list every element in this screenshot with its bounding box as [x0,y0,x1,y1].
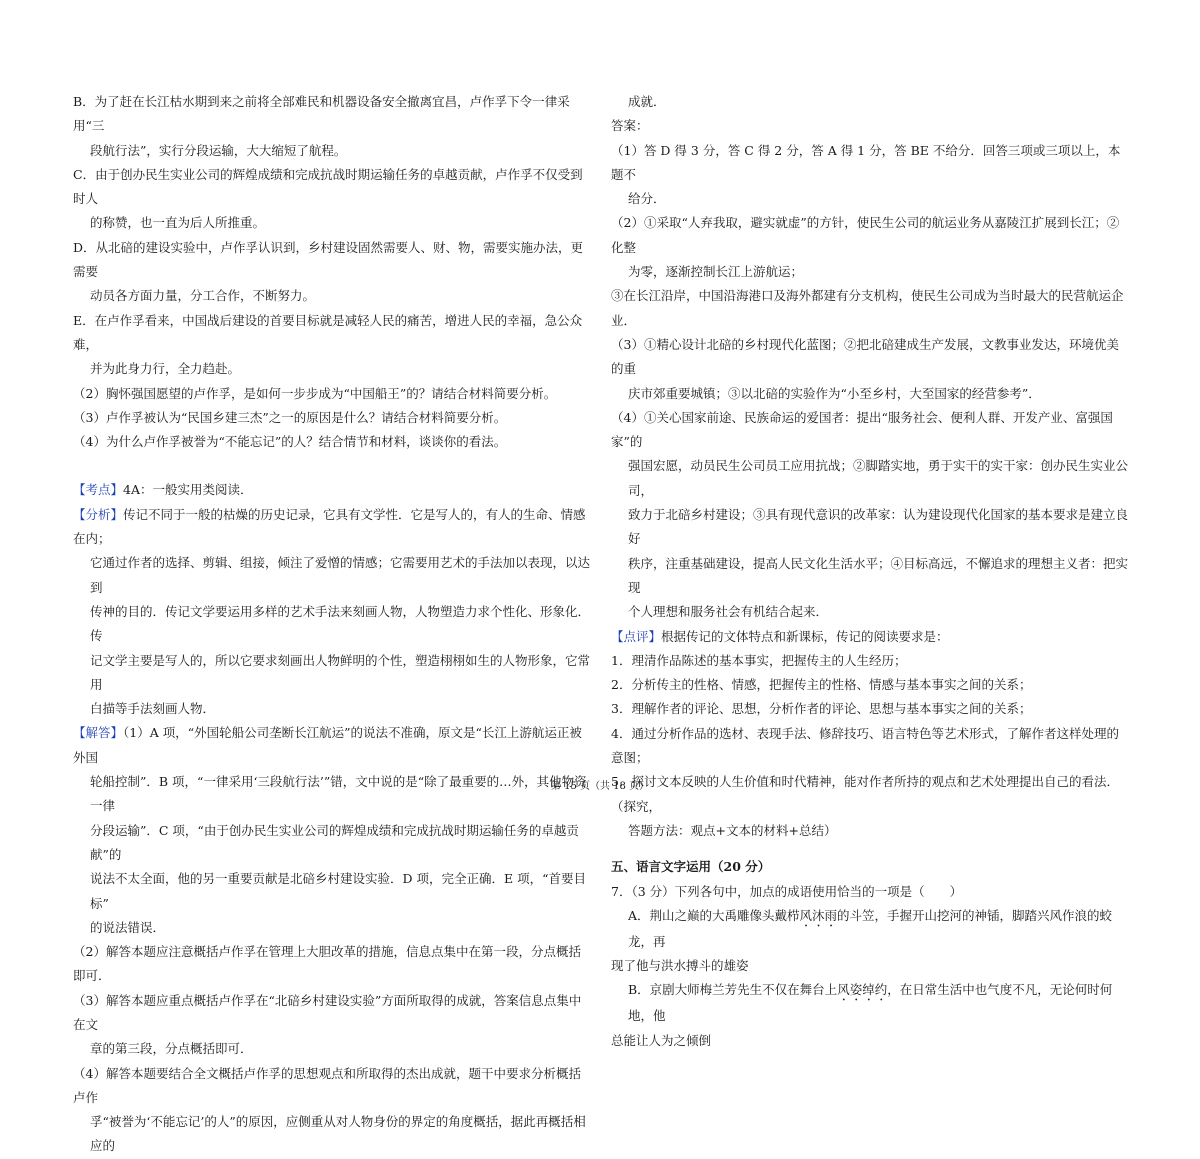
continued-text: 成就． [628,94,666,109]
kaodian-line [73,478,593,502]
answer-3-explanation: （3）解答本题应重点概括卢作孚在“北碚乡村建设实验”方面所取得的成就，答案信息点集中在文 [73,992,582,1032]
option-c-line: 的称赞，也一直为后人所推重。 [90,215,266,231]
fenxi-line: 白描等手法刻画人物． [90,701,216,717]
option-b-line: B．为了赶在长江枯水期到来之前将全部难民和机器设备安全撤离宜昌，卢作孚下令一律采用“三 [73,94,570,134]
list-item: 答题方法：观点+文本的材料+总结） [628,822,837,838]
option-d-line: D．从北碚的建设实验中，卢作孚认识到，乡村建设固然需要人、财、物，需要实施办法，更需要 [73,239,584,280]
answer-3: 庆市郊重要城镇；③以北碚的实验作为“小至乡村，大至国家的经营参考”． [628,385,1041,401]
answer-4: （4）①关心国家前途、民族命运的爱国者：提出“服务社会、便利人群、开发产业、富强国家”的 [611,409,1113,450]
jieda-tag: 【解答】 [73,725,124,741]
answer-4-explanation: （4）解答本题要结合全文概括卢作孚的思想观点和所取得的杰出成就，题干中要求分析概括卢作 [73,1065,581,1105]
list-item: 5．探讨文本反映的人生价值和时代精神，能对作者所持的观点和艺术处理提出自己的看法．（探究， [611,774,1119,814]
answer-2: ③在长江沿岸，中国沿海港口及海外都建有分支机构，使民生公司成为当时最大的民营航运企业． [611,288,1124,328]
option-a: 现了他与洪水搏斗的雄姿 [611,958,749,974]
fenxi-line [73,503,593,552]
list-item: 2．分析传主的性格、情感，把握传主的性格、情感与基本事实之间的关系； [611,677,1032,693]
answer-label: 答案： [611,118,649,134]
option-b-line: 段航行法”，实行分段运输，大大缩短了航程。 [90,142,347,158]
jieda-line: 分段运输”．C 项，“由于创办民生实业公司的辉煌成绩和完成抗战时期运输任务的卓越贡献”的 [90,822,579,862]
right-column [611,90,1129,1053]
dianping-tag: 【点评】 [611,628,662,644]
answer-4: 秩序，注重基础建设，提高人民文化生活水平；④目标高远，不懈追求的理想主义者：把实现 [628,555,1129,595]
option-e-line: E．在卢作孚看来，中国战后建设的首要目标就是减轻人民的痛苦，增进人民的幸福，急公众难， [73,312,583,352]
list-item: 3．理解作者的评论、思想，分析作者的评论、思想与基本事实之间的关系； [611,701,1032,717]
dianping-line [611,625,1129,649]
jieda-text: （1）A 项，“外国轮船公司垄断长江航运”的说法不准确，原文是“长江上游航运正被外国 [73,725,582,765]
section-heading: 五、语言文字运用（20 分） [611,859,771,875]
kaodian-text: 4A：一般实用类阅读． [123,482,253,498]
fenxi-line: 它通过作者的选择、剪辑、组接，倾注了爱憎的情感；它需要用艺术的手法加以表现，以达到 [90,555,591,595]
option-d-line: 动员各方面力量，分工合作，不断努力。 [90,288,316,304]
option-b-text: B．京剧大师梅兰芳先生不仅在舞台上 [628,982,838,998]
answer-1: （1）答 D 得 3 分，答 C 得 2 分，答 A 得 1 分，答 BE 不给分．回答三项或三项以上，本题不 [611,142,1121,182]
answer-3: （3）①精心设计北碚的乡村现代化蓝图；②把北碚建成生产发展，文教事业发达，环境优美的重 [611,336,1119,377]
answer-4: 致力于北碚乡村建设；③具有现代意识的改革家：认为建设现代化国家的基本要求是建立良好 [628,507,1129,547]
jieda-line: 说法不太全面，他的另一重要贡献是北碚乡村建设实验．D 项，完全正确．E 项，“首要目标” [90,871,586,911]
dianping-text: 根据传记的文体特点和新课标，传记的阅读要求是： [661,628,949,644]
jieda-line [73,721,593,770]
list-item: 4．通过分析作品的选材、表现手法、修辞技巧、语言特色等艺术形式，了解作者这样处理的意图； [611,725,1119,766]
option-c-line: C．由于创办民生实业公司的辉煌成绩和完成抗战时期运输任务的卓越贡献，卢作孚不仅受到时人 [73,166,583,207]
fenxi-line: 记文学主要是写人的，所以它要求刻画出人物鲜明的个性，塑造栩栩如生的人物形象，它常用 [90,652,591,692]
answer-2-explanation: （2）解答本题应注意概括卢作孚在管理上大胆改革的措施，信息点集中在第一段，分点概括即可． [73,944,581,984]
spacer [73,454,593,478]
question-7: 7．（3 分）下列各句中，加点的成语使用恰当的一项是（ ） [611,883,963,899]
option-b-text: ，在日常生活中也气度不凡，无论何时何地，他 [628,982,1113,1024]
option-a-text: 的斗笠，手握开山挖河的神锸，脚踏兴风作浪的蛟龙，再 [628,907,1113,949]
page-footer: 第 15 页（共 18 页） [550,781,650,792]
question-4: （4）为什么卢作孚被誉为“不能忘记”的人？结合情节和材料，谈谈你的看法。 [73,434,507,450]
option-a [611,904,1129,954]
dotted-idiom: 风姿绰约 [837,982,888,998]
fenxi-tag: 【分析】 [73,506,124,522]
list-item: 1．理清作品陈述的基本事实，把握传主的人生经历； [611,652,907,668]
answer-4: 个人理想和服务社会有机结合起来． [628,604,829,620]
jieda-line: 轮船控制”．B 项，“一律采用‘三段航行法’”错，文中说的是“除了最重要的…外，其他物资一律 [90,774,587,814]
left-column [73,90,593,1159]
answer-3-explanation: 章的第三段，分点概括即可． [90,1041,253,1057]
option-b [611,978,1129,1028]
question-2: （2）胸怀强国愿望的卢作孚，是如何一步步成为“中国船王”的？请结合材料简要分析。 [73,385,557,401]
jieda-line: 的说法错误． [90,919,166,935]
answer-2: 为零，逐渐控制长江上游航运； [628,264,804,280]
answer-1: 给分． [628,191,666,207]
fenxi-line: 传神的目的．传记文学要运用多样的艺术手法来刻画人物，人物塑造力求个性化、形象化．传 [90,603,591,644]
spacer [611,843,1129,855]
answer-4: 强国宏愿，动员民生公司员工应用抗战；②脚踏实地，勇于实干的实干家：创办民生实业公司， [628,458,1129,498]
dotted-idiom: 风沐雨 [799,907,838,923]
kaodian-tag: 【考点】 [73,482,124,498]
answer-4-explanation: 孚“被誉为‘不能忘记’的人”的原因，应侧重从对人物身份的界定的角度概括，据此再概括相应的 [90,1114,586,1154]
fenxi-text: 传记不同于一般的枯燥的历史记录，它具有文学性．它是写人的，有人的生命、情感在内； [73,506,586,547]
option-b: 总能让人为之倾倒 [611,1032,712,1048]
answer-2: （2）①采取“人弃我取，避实就虚”的方针，使民生公司的航运业务从嘉陵江扩展到长江；②化整 [611,215,1120,255]
option-a-text: A．荆山之巅的大禹雕像头戴栉 [628,907,800,923]
question-3: （3）卢作孚被认为“民国乡建三杰”之一的原因是什么？请结合材料简要分析。 [73,409,507,425]
option-e-line: 并为此身力行，全力趋赴。 [90,361,241,377]
